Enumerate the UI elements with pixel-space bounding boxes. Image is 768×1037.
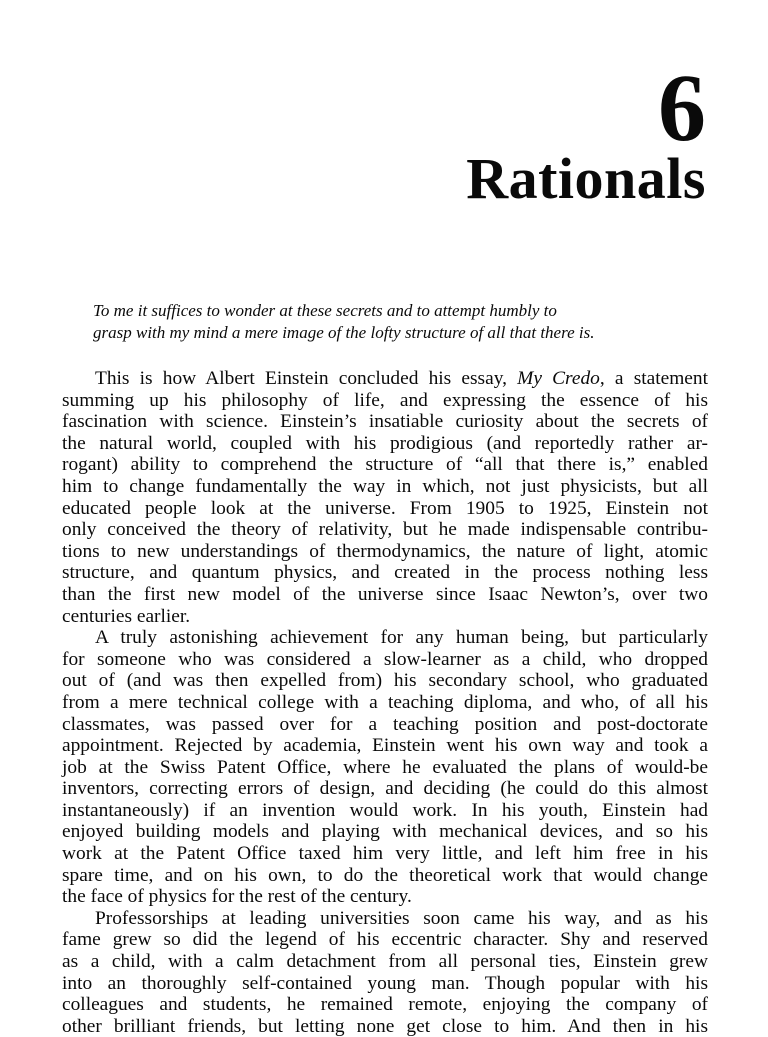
paragraph-2-line: from a mere technical college with a teaching diploma, and who, of all his [62,691,708,713]
paragraph-2-line: job at the Swiss Patent Office, where he evaluated the plans of would-be [62,756,708,778]
paragraph-3-line: colleagues and students, he remained remote, enjoying the company of [62,994,708,1016]
paragraph-3-line: Professorships at leading universities soon came his way, and as his [95,907,708,929]
paragraph-3-line: other brilliant friends, but letting none get close to him. And then in his [62,1015,708,1037]
paragraph-1-line: centuries earlier. [62,605,191,627]
epigraph [93,300,693,344]
paragraph-2-line: the face of physics for the rest of the century. [62,886,412,908]
paragraph-3-line: fame grew so did the legend of his eccentric character. Shy and reserved [62,929,708,951]
paragraph-1-line: him to change fundamentally the way in which, not just physicists, but all [62,475,708,497]
text-run: , a statement [599,368,708,389]
paragraph-1-line: only conceived the theory of relativity, but he made indispensable contribu- [62,519,708,541]
paragraph-2-line: inventors, correcting errors of design, and deciding (he could do this almost [62,778,708,800]
paragraph-2-line: work at the Patent Office taxed him very little, and left him free in his [62,843,708,865]
paragraph-2-line: spare time, and on his own, to do the theoretical work that would change [62,864,708,886]
paragraph-2-line: classmates, was passed over for a teaching position and post-doctorate [62,713,708,735]
paragraph-2-line: appointment. Rejected by academia, Einstein went his own way and took a [62,735,708,757]
paragraph-1-line: structure, and quantum physics, and created in the process nothing less [62,562,708,584]
paragraph-1-line: educated people look at the universe. From 1905 to 1925, Einstein not [62,497,708,519]
paragraph-1-line: than the first new model of the universe since Isaac Newton’s, over two [62,583,708,605]
body-text [62,368,708,1037]
paragraph-2-line: for someone who was considered a slow-learner as a child, who dropped [62,648,708,670]
paragraph-1-line: tions to new understandings of thermodynamics, the nature of light, atomic [62,540,708,562]
text-run: This is how Albert Einstein concluded his essay, [95,368,518,389]
epigraph-line: grasp with my mind a mere image of the lofty structure of all that there is. [93,323,595,342]
paragraph-2-line: instantaneously) if an invention would work. In his youth, Einstein had [62,799,708,821]
paragraph-1-line: rogant) ability to comprehend the structure of “all that there is,” enabled [62,454,708,476]
chapter-title: Rationals [466,146,706,211]
chapter-number: 6 [658,54,706,161]
paragraph-2-line: A truly astonishing achievement for any human being, but particularly [95,627,708,649]
paragraph-2-line: enjoyed building models and playing with mechanical devices, and so his [62,821,708,843]
paragraph-3-line: into an thoroughly self-contained young man. Though popular with his [62,972,708,994]
paragraph-1-line: summing up his philosophy of life, and expressing the essence of his [62,389,708,411]
paragraph-3-line: as a child, with a calm detachment from all personal ties, Einstein grew [62,951,708,973]
paragraph-1-line: fascination with science. Einstein’s insatiable curiosity about the secrets of [62,411,708,433]
paragraph-1-line [62,368,708,390]
paragraph-1-line: the natural world, coupled with his prodigious (and reportedly rather ar- [62,432,708,454]
paragraph-2-line: out of (and was then expelled from) his secondary school, who graduated [62,670,708,692]
essay-title: My Credo [517,368,600,389]
epigraph-line: To me it suffices to wonder at these secrets and to attempt humbly to [93,301,557,320]
